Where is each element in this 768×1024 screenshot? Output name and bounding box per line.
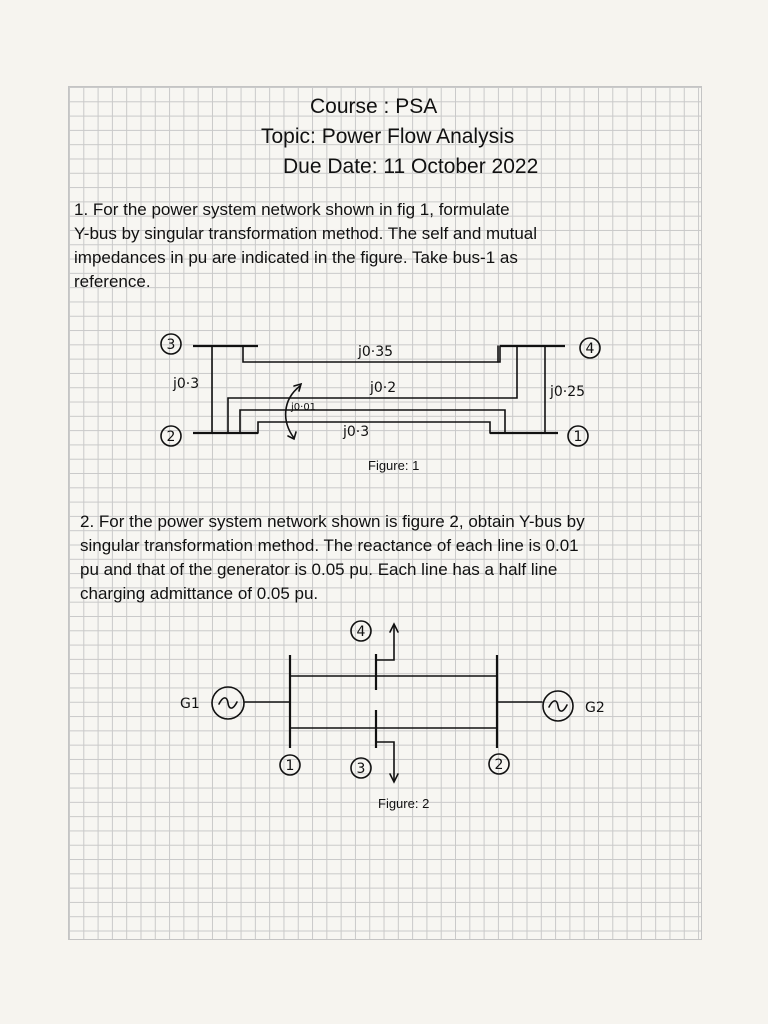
question-1-line-3: impedances in pu are indicated in the figure. Take bus-1 as bbox=[74, 248, 518, 267]
load-arrow-3 bbox=[376, 742, 394, 780]
bus-2-label: 2 bbox=[166, 429, 176, 445]
impedance-3-4: j0·35 bbox=[358, 344, 394, 360]
bus-2-label-fig2: 2 bbox=[494, 757, 504, 773]
impedance-4-1: j0·25 bbox=[550, 384, 586, 400]
bus-3-label: 3 bbox=[166, 337, 176, 353]
question-2-line-2: singular transformation method. The reactance of each line is 0.01 bbox=[80, 536, 579, 555]
bus-1-label-fig2: 1 bbox=[285, 758, 295, 774]
topic-title: Topic: Power Flow Analysis bbox=[261, 125, 515, 148]
figure-2-caption: Figure: 2 bbox=[378, 796, 430, 811]
question-2-line-1: 2. For the power system network shown is figure 2, obtain Y-bus by bbox=[80, 512, 585, 531]
generator-g2-label: G2 bbox=[585, 700, 605, 716]
impedance-3-2: j0·3 bbox=[173, 376, 200, 392]
impedance-2-1: j0·3 bbox=[343, 424, 370, 440]
due-date: Due Date: 11 October 2022 bbox=[283, 155, 539, 178]
question-2-line-4: charging admittance of 0.05 pu. bbox=[80, 584, 319, 603]
bus-4-marker-fig2 bbox=[351, 621, 371, 641]
impedance-mutual: j0·01 bbox=[291, 402, 317, 413]
bus-3-label-fig2: 3 bbox=[356, 761, 366, 777]
bus-3-marker-fig2 bbox=[351, 758, 371, 778]
generator-g1-label: G1 bbox=[180, 696, 200, 712]
impedance-mid: j0·2 bbox=[370, 380, 397, 396]
bus-1-marker-fig2 bbox=[280, 755, 300, 775]
generator-g2 bbox=[543, 691, 573, 721]
bus-4-label-fig2: 4 bbox=[356, 624, 366, 640]
bus-2-marker-fig2 bbox=[489, 754, 509, 774]
bus-4-label: 4 bbox=[585, 341, 595, 357]
question-1-line-1: 1. For the power system network shown in fig 1, formulate bbox=[74, 200, 510, 219]
course-title: Course : PSA bbox=[310, 95, 438, 118]
generator-g1 bbox=[212, 687, 244, 719]
question-1-line-2: Y-bus by singular transformation method. The self and mutual bbox=[74, 224, 538, 243]
figure-1-caption: Figure: 1 bbox=[368, 458, 420, 473]
question-2-line-3: pu and that of the generator is 0.05 pu. Each line has a half line bbox=[80, 560, 558, 579]
question-1-line-4: reference. bbox=[74, 272, 151, 291]
bus-1-label: 1 bbox=[573, 429, 583, 445]
